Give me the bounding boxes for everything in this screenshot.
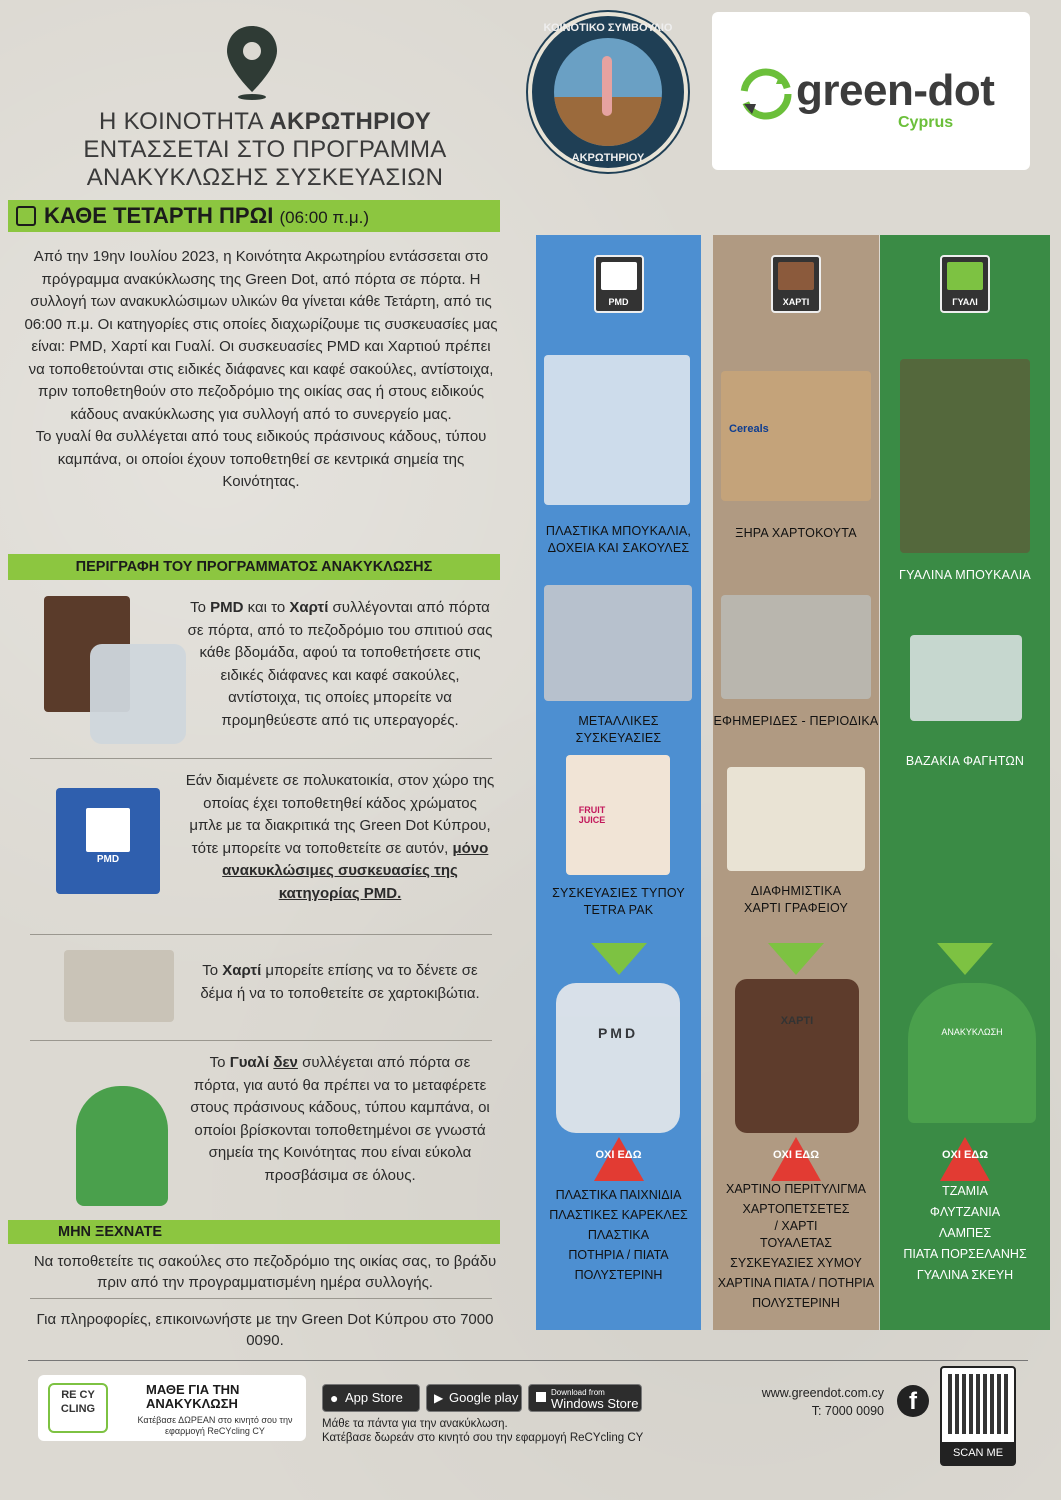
brand-subtitle: Cyprus <box>898 114 954 131</box>
community-council-seal <box>528 12 688 172</box>
seal-top-text: ΚΟΙΝΟΤΙΚΟ ΣΥΜΒΟΥΛΙΟ <box>543 22 673 34</box>
paper-tag: ΧΑΡΤΙ <box>771 255 821 313</box>
paper-not-here-list: ΧΑΡΤΙΝΟ ΠΕΡΙΤΥΛΙΓΜΑ ΧΑΡΤΟΠΕΤΣΕΤΕΣ / ΧΑΡΤΙ ΤΟΥΑΛΕΤΑΣ ΣΥΣΚΕΥΑΣΙΕΣ ΧΥΜΟΥ ΧΑΡΤΙΝΑ ΠΙΑΤΑ / ΠΟΤΗΡΙΑ ΠΟΛΥΣΤΕΡΙΝΗ <box>717 1182 875 1310</box>
phone-number: T: 7000 0090 <box>811 1404 884 1418</box>
not-here-label: ΟΧΙ ΕΔΩ <box>595 1149 642 1161</box>
green-glass-bin-image <box>76 1086 168 1206</box>
paper-box-image <box>64 950 174 1022</box>
program-item-2: Εάν διαμένετε σε πολυκατοικία, στον χώρο της οποίας έχει τοποθετηθεί κάδος χρώματος μπλε με τα διακριτικά της Green Dot Κύπρου, τότε μπορείτε να τοποθετείτε σε αυτόν, μόνο ανακυκλώσιμες συσκευασίες της κατηγορίας PMD. <box>185 772 495 902</box>
program-heading: ΠΕΡΙΓΡΑΦΗ ΤΟΥ ΠΡΟΓΡΑΜΜΑΤΟΣ ΑΝΑΚΥΚΛΩΣΗΣ <box>8 554 500 580</box>
clock-icon <box>16 206 36 226</box>
qr-code-icon <box>948 1374 1008 1434</box>
intro-paragraph-1: Από την 19ην Ιουλίου 2023, η Κοινότητα Ακρωτηρίου εντάσσεται στο πρόγραμμα ανακύκλωσης της Green Dot, από πόρτα σε πόρτα. Η συλλογή των ανακυκλώσιμων υλικών θα γίνεται κάθε Τετάρτη, από τις 06:00 π.μ. Οι κατηγορίες στις οποίες διαχωρίζουμε τις συσκευασίες μας είναι: PMD, Χαρτί και Γυαλί. Οι συσκευασίες PMD και Χαρτιού πρέπει να τοποθετούνται στις ειδικές διάφανες και καφέ σακούλες, αντίστοιχα, πριν τοποθετηθούν στο πεζοδρόμιο της οικίας σας ή στους ειδικούς κάδους ανακύκλωσης για συλλογή από το συνεργείο μας. <box>24 248 498 423</box>
down-arrow-icon <box>768 943 824 975</box>
program-item-1: Το PMD και το Χαρτί συλλέγονται από πόρτα σε πόρτα, από το πεζοδρόμιο του σπιτιού σας κάθε βδομάδα, αφού τα τοποθετήσετε στις ειδικές διάφανες και καφέ σακούλες, αντίστοιχα, τις οποίες μπορείτε να προμηθεύεστε από τις υπεραγορές. <box>187 599 493 729</box>
schedule-bar <box>8 200 500 232</box>
qr-code[interactable] <box>940 1366 1016 1466</box>
apple-icon: ● <box>330 1390 339 1406</box>
glass-bottles-icon <box>947 262 983 290</box>
divider <box>30 934 492 935</box>
box-icon <box>778 262 814 290</box>
paper-bag-image: ΧΑΡΤΙ <box>735 979 859 1133</box>
glass-category-1: ΓΥΑΛΙΝΑ ΜΠΟΥΚΑΛΙΑ <box>899 568 1031 582</box>
seal-bottom-text: ΑΚΡΩΤΗΡΙΟΥ <box>571 152 645 164</box>
footer-divider <box>28 1360 1028 1361</box>
not-here-label: ΟΧΙ ΕΔΩ <box>941 1149 989 1161</box>
recycling-app-banner[interactable] <box>38 1375 306 1441</box>
divider <box>30 1040 492 1041</box>
app-store-button[interactable]: ● App Store <box>322 1384 420 1412</box>
location-pin-icon <box>224 24 280 102</box>
stores-text: Μάθε τα πάντα για την ανακύκλωση. Κατέβασε δωρεάν στο κινητό σου την εφαρμογή ReCYcling CY <box>322 1418 644 1444</box>
bottles-icon <box>601 262 637 290</box>
newspapers-image <box>721 595 871 699</box>
info-text: Για πληροφορίες, επικοινωνήστε με την Green Dot Κύπρου στο 7000 0090. <box>36 1311 494 1349</box>
pmd-category-3: ΣΥΣΚΕΥΑΣΙΕΣ ΤΥΠΟΥ TETRA PAK <box>552 886 685 917</box>
not-here-label: ΟΧΙ ΕΔΩ <box>772 1149 820 1161</box>
pmd-bag-image: PMD <box>556 983 680 1133</box>
green-dot-recycle-icon <box>740 68 792 120</box>
glass-category-2: ΒΑΖΑΚΙΑ ΦΑΓΗΤΩΝ <box>905 754 1025 768</box>
page-title: Η ΚΟΙΝΟΤΗΤΑ ΑΚΡΩΤΗΡΙΟΥ ΕΝΤΑΣΣΕΤΑΙ ΣΤΟ ΠΡΟΓΡΑΜΜΑ ΑΝΑΚΥΚΛΩΣΗΣ ΣΥΣΚΕΥΑΣΙΩΝ <box>83 108 447 191</box>
scan-me-label: SCAN ME <box>942 1442 1014 1464</box>
office-paper-image <box>727 767 865 871</box>
reminder-heading: ΜΗΝ ΞΕΧΝΑΤΕ <box>8 1220 500 1244</box>
paper-column <box>713 235 879 1330</box>
windows-store-button[interactable]: Download from Windows Store <box>528 1384 642 1412</box>
reminder-text: Να τοποθετείτε τις σακούλες στο πεζοδρόμιο της οικίας σας, το βράδυ πριν από την προγραμματισμένη ημέρα συλλογής. <box>33 1253 497 1291</box>
glass-bottles-image <box>900 359 1030 553</box>
flamingo-icon <box>602 56 612 116</box>
divider <box>30 758 492 759</box>
blue-bin-image: PMD <box>56 788 160 894</box>
paper-category-1: ΞΗΡΑ ΧΑΡΤΟΚΟΥΤΑ <box>735 526 857 540</box>
pmd-category-1: ΠΛΑΣΤΙΚΑ ΜΠΟΥΚΑΛΙΑ, ΔΟΧΕΙΑ ΚΑΙ ΣΑΚΟΥΛΕΣ <box>545 524 692 555</box>
contact-info <box>738 1384 884 1420</box>
recycling-app-logo: RE CY CLING <box>48 1383 108 1433</box>
pmd-not-here-list: ΠΛΑΣΤΙΚΑ ΠΑΙΧΝΙΔΙΑ ΠΛΑΣΤΙΚΕΣ ΚΑΡΕΚΛΕΣ ΠΛΑΣΤΙΚΑ ΠΟΤΗΡΙΑ / ΠΙΑΤΑ ΠΟΛΥΣΤΕΡΙΝΗ <box>549 1188 688 1282</box>
down-arrow-icon <box>591 943 647 975</box>
intro-paragraph-2: Το γυαλί θα συλλέγεται από τους ειδικούς πράσινους κάδους, τύπου καμπάνα, οι οποίοι έχουν τοποθετηθεί σε κεντρικά σημεία της Κοινότητας. <box>35 428 487 490</box>
green-dot-logo <box>712 12 1030 170</box>
divider <box>30 1298 492 1299</box>
recy-subtext: Κατέβασε ΔΩΡΕΑΝ στο κινητό σου την εφαρμογή ReCYcling CY <box>137 1415 293 1436</box>
glass-column <box>880 235 1050 1330</box>
glass-tag: ΓΥΑΛΙ <box>940 255 990 313</box>
schedule-time: (06:00 π.μ.) <box>279 208 370 227</box>
pmd-column <box>536 235 701 1330</box>
program-item-4: Το Γυαλί δεν συλλέγεται από πόρτα σε πόρτα, για αυτό θα πρέπει να το μεταφέρετε στους πράσινους κάδους, τύπου καμπάνα, οι οποίοι βρίσκονται τοποθετημένοι σε γνωστά σημεία της Κοινότητας που είναι εύκολα προσβάσιμα σε όλους. <box>190 1054 490 1184</box>
metal-cans-image <box>544 585 692 701</box>
brand-name: green-dot <box>796 66 995 115</box>
play-icon: ▶ <box>434 1391 444 1405</box>
facebook-icon[interactable]: f <box>897 1385 929 1417</box>
glass-bell-bin-image: ΑΝΑΚΥΚΛΩΣΗ <box>908 983 1036 1123</box>
cardboard-boxes-image: Cereals <box>721 371 871 501</box>
glass-not-here-list: ΤΖΑΜΙΑ ΦΛΥΤΖΑΝΙΑ ΛΑΜΠΕΣ ΠΙΑΤΑ ΠΟΡΣΕΛΑΝΗΣ ΓΥΑΛΙΝΑ ΣΚΕΥΗ <box>903 1184 1027 1282</box>
pmd-category-2: ΜΕΤΑΛΛΙΚΕΣ ΣΥΣΚΕΥΑΣΙΕΣ <box>575 714 662 745</box>
website-link[interactable]: www.greendot.com.cy <box>761 1386 884 1400</box>
pmd-tag: PMD <box>594 255 644 313</box>
recy-heading: ΜΑΘΕ ΓΙΑ ΤΗΝ ΑΝΑΚΥΚΛΩΣΗ <box>146 1382 240 1411</box>
intro-text <box>22 246 500 494</box>
tetra-pak-image: FRUIT JUICE <box>566 755 670 875</box>
paper-category-3: ΔΙΑΦΗΜΙΣΤΙΚΑ ΧΑΡΤΙ ΓΡΑΦΕΙΟΥ <box>743 884 849 915</box>
plastic-bottles-image <box>544 355 690 505</box>
paper-category-2: ΕΦΗΜΕΡΙΔΕΣ - ΠΕΡΙΟΔΙΚΑ <box>713 714 879 728</box>
clear-bag-image <box>90 644 186 744</box>
food-jars-image <box>910 635 1022 721</box>
down-arrow-icon <box>937 943 993 975</box>
schedule-label: ΚΑΘΕ ΤΕΤΑΡΤΗ ΠΡΩΙ <box>44 203 274 228</box>
program-item-3: Το Χαρτί μπορείτε επίσης να το δένετε σε δέμα ή να το τοποθετείτε σε χαρτοκιβώτια. <box>200 962 480 1002</box>
google-play-button[interactable]: ▶ Google play <box>426 1384 522 1412</box>
windows-icon <box>536 1392 546 1402</box>
